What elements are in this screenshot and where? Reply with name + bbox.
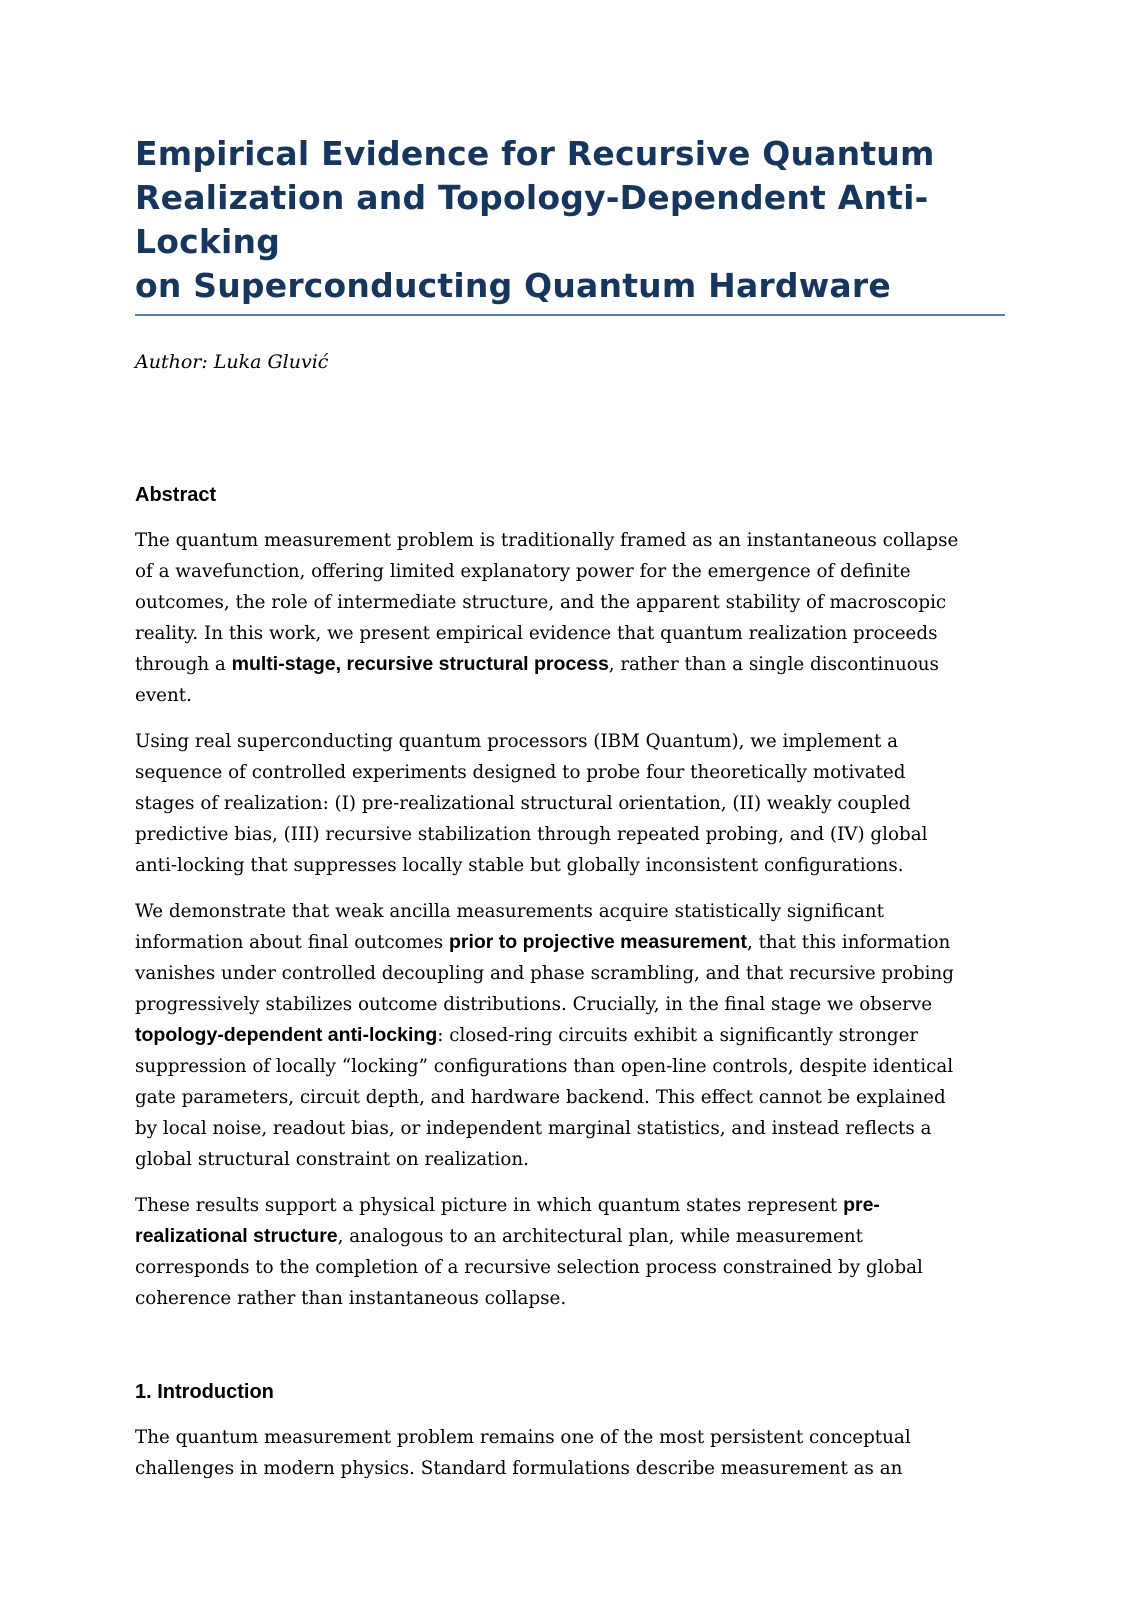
text-line: gate parameters, circuit depth, and hardware backend. This effect cannot be explained: [135, 1087, 946, 1108]
text-line: global structural constraint on realization.: [135, 1149, 529, 1170]
text-line: sequence of controlled experiments designed to probe four theoretically motivated: [135, 762, 906, 783]
bold-emphasis: multi-stage, recursive structural process: [231, 653, 609, 675]
bold-emphasis: topology-dependent anti-locking: [135, 1024, 438, 1046]
text-line: outcomes, the role of intermediate structure, and the apparent stability of macroscopic: [135, 592, 947, 613]
author-line: [135, 349, 1005, 375]
paper-page: [135, 132, 1005, 1484]
title-line: on Superconducting Quantum Hardware: [135, 266, 891, 305]
text-line: The quantum measurement problem remains one of the most persistent conceptual: [135, 1427, 911, 1448]
author-label: Author:: [135, 351, 208, 373]
abstract-paragraph-3: [135, 896, 1005, 1175]
plain-text: through a: [135, 654, 232, 675]
text-line: anti-locking that suppresses locally stable but globally inconsistent configurations.: [135, 855, 904, 876]
text-line: corresponds to the completion of a recursive selection process constrained by global: [135, 1257, 923, 1278]
text-line: [135, 1020, 1005, 1051]
plain-text: : closed-ring circuits exhibit a significantly stronger: [437, 1025, 919, 1046]
text-line: predictive bias, (III) recursive stabilization through repeated probing, and (IV) global: [135, 824, 928, 845]
text-line: stages of realization: (I) pre-realizational structural orientation, (II) weakly coupled: [135, 793, 911, 814]
text-line: suppression of locally “locking” configurations than open-line controls, despite identical: [135, 1056, 954, 1077]
text-line: progressively stabilizes outcome distributions. Crucially, in the final stage we observe: [135, 994, 933, 1015]
paper-title: [135, 132, 1005, 316]
text-line: [135, 1190, 1005, 1221]
abstract-paragraph-1: [135, 525, 1005, 711]
text-line: by local noise, readout bias, or independent marginal statistics, and instead reflects a: [135, 1118, 932, 1139]
text-line: vanishes under controlled decoupling and phase scrambling, and that recursive probing: [135, 963, 954, 984]
plain-text: , rather than a single discontinuous: [608, 654, 939, 675]
introduction-heading: 1. Introduction: [135, 1381, 274, 1403]
bold-emphasis: realizational structure: [135, 1225, 338, 1247]
abstract-heading: Abstract: [135, 484, 217, 506]
bold-emphasis: prior to projective measurement: [448, 931, 747, 953]
text-line: The quantum measurement problem is traditionally framed as an instantaneous collapse: [135, 530, 959, 551]
introduction-paragraph-1: [135, 1422, 1005, 1484]
bold-emphasis: pre-: [843, 1194, 880, 1216]
title-line: Realization and Topology-Dependent Anti-Locking: [135, 178, 929, 261]
text-line: reality. In this work, we present empirical evidence that quantum realization proceeds: [135, 623, 938, 644]
abstract-paragraph-2: [135, 726, 1005, 881]
plain-text: information about final outcomes: [135, 932, 449, 953]
text-line: [135, 1221, 1005, 1252]
text-line: We demonstrate that weak ancilla measurements acquire statistically significant: [135, 901, 884, 922]
text-line: Using real superconducting quantum processors (IBM Quantum), we implement a: [135, 731, 899, 752]
text-line: event.: [135, 685, 192, 706]
plain-text: , analogous to an architectural plan, while measurement: [337, 1226, 863, 1247]
text-line: [135, 927, 1005, 958]
abstract-paragraph-4: [135, 1190, 1005, 1314]
title-line: Empirical Evidence for Recursive Quantum: [135, 134, 935, 173]
text-line: of a wavefunction, offering limited explanatory power for the emergence of definite: [135, 561, 911, 582]
text-line: [135, 649, 1005, 680]
text-line: coherence rather than instantaneous collapse.: [135, 1288, 567, 1309]
plain-text: , that this information: [746, 932, 951, 953]
text-line: challenges in modern physics. Standard formulations describe measurement as an: [135, 1458, 903, 1479]
author-name: Luka Gluvić: [213, 351, 329, 373]
plain-text: These results support a physical picture in which quantum states represent: [135, 1195, 844, 1216]
